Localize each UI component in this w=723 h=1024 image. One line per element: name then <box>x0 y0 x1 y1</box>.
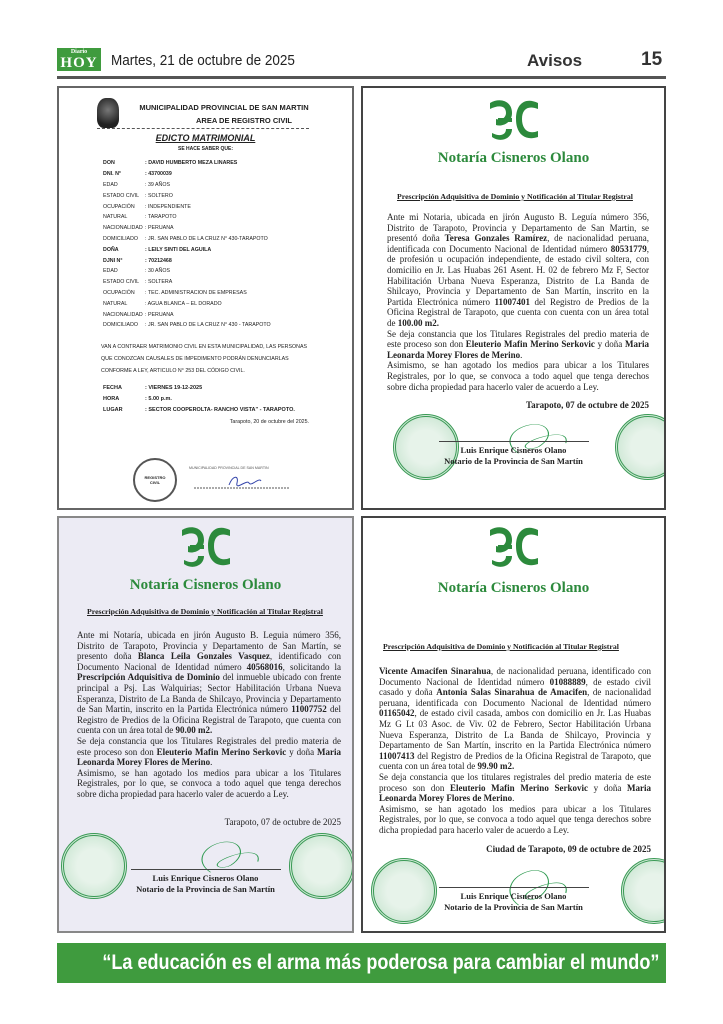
notice-body <box>379 666 651 836</box>
field-label: EDAD <box>103 181 118 188</box>
field-value: : JR. SAN PABLO DE LA CRUZ N° 430-TARAPOTO <box>145 235 268 242</box>
field-value: : PERUANA <box>145 225 174 232</box>
bold-text: Vicente Amacifen Sinarahua <box>379 666 491 676</box>
text-run: , de estado civil casado y doña <box>379 676 652 698</box>
edicto-field-row <box>103 309 271 320</box>
bold-text: 80531779 <box>610 243 647 254</box>
notice-title: Prescripción Adquisitiva de Dominio y Notificación al Titular Registral <box>383 642 619 651</box>
text-run: del inmueble ubicado con frente principal a Psj. Las Walquirias; Sector Habilitación Urbana Nueva Esperanza, Distrito de La Banda de Shilcayo, Provincia y Departamento de San Martin, inscrito en la Partida Electrónica número <box>77 672 341 715</box>
logo-big-text: HOY <box>60 55 98 71</box>
quote-banner <box>57 943 666 983</box>
signature-org: MUNICIPALIDAD PROVINCIAL DE SAN MARTIN <box>189 466 269 470</box>
edicto-paragraph: VAN A CONTRAER MATRIMONIO CIVIL EN ESTA MUNICIPALIDAD, LAS PERSONAS QUE CONOZCAN CAUSALES DE IMPEDIMENTO PODRÁN DENUNCIARLAS CONFORME A LEY, ARTICULO N° 253 DEL CÓDIGO CIVIL. <box>101 344 308 374</box>
text-run: . <box>520 349 523 360</box>
signature-block <box>189 466 299 495</box>
bold-text: Eleuterio Mafin Merino Serkovic <box>450 782 588 793</box>
signature-line <box>439 887 589 888</box>
notary-brand: Notaría Cisneros Olano <box>437 150 590 166</box>
edicto-field-row <box>103 298 271 309</box>
signer-name: Luis Enrique Cisneros Olano <box>152 873 259 883</box>
edicto-field-row <box>103 244 271 255</box>
field-label: DOÑA <box>103 246 119 253</box>
field-label: DOMICILIADO <box>103 235 139 242</box>
field-value: : TARAPOTO <box>145 214 177 221</box>
edicto-event <box>103 382 295 415</box>
quote-text: “La educación es el arma más poderosa para cambiar el mundo” <box>102 951 660 974</box>
edicto-event-row <box>103 404 295 415</box>
bold-text: 99.90 m2. <box>477 761 515 772</box>
event-value: : SECTOR COOPEROLTA- RANCHO VISTA" - TARAPOTO. <box>145 406 295 413</box>
field-label: NACIONALIDAD <box>103 311 143 318</box>
event-label: HORA <box>103 395 120 402</box>
header-divider <box>57 76 666 79</box>
field-label: DOMICILIADO <box>103 322 139 329</box>
field-value: : SOLTERA <box>145 279 173 286</box>
field-value: : 39 AÑOS <box>145 181 171 188</box>
field-label: NACIONALIDAD <box>103 225 143 232</box>
bold-text: Maria Leonarda Morey Flores de Merino <box>379 782 651 804</box>
text-run: Asimismo, se han agotado los medios para ubicar a los Titulares Registrales, por lo que, se convoca a todo aquel que tenga derechos sobre dicha propiedad para hacerlo valer de acuerdo a Ley. <box>77 767 341 799</box>
field-label: OCUPACIÓN <box>103 289 135 296</box>
text-run: Se deja constancia que los titulares registrales del predio materia de este proceso son don <box>379 771 651 793</box>
field-value: : 70212468 <box>145 257 172 264</box>
text-run: del Registro de Predios de la Oficina Registral de Tarapoto, que cuenta con cuenta con un área total de <box>77 704 341 736</box>
notary-brand: Notaría Cisneros Olano <box>437 580 590 596</box>
bold-text: 11007401 <box>494 296 530 307</box>
notary-logo-icon <box>178 524 234 575</box>
notice-paragraph <box>387 212 649 329</box>
signer-title: Notario de la Provincia de San Martín <box>136 884 275 894</box>
notice-paragraph <box>77 736 341 768</box>
signature-icon <box>176 831 276 878</box>
edicto-field-row <box>103 277 271 288</box>
field-value: : TEC. ADMINISTRACION DE EMPRESAS <box>145 289 247 296</box>
notice-title: Prescripción Adquisitiva de Dominio y Notificación al Titular Registral <box>87 607 323 616</box>
text-run: Asimismo, se han agotado los medios para ubicar a los Titulares Registrales, por lo que, se convoca a todo aquel que tenga derechos sobre dicha propiedad para hacerlo valer de acuerdo a Ley. <box>379 803 651 835</box>
section-title: Avisos <box>527 51 583 70</box>
bold-text: 11007413 <box>379 750 415 761</box>
field-value: : SOLTERO <box>145 192 173 199</box>
bold-text: Eleuterio Mafin Merino Serkovic <box>465 339 595 350</box>
bold-text: Maria Leonarda Morey Flores de Merino <box>387 339 649 360</box>
notice-body <box>77 630 341 800</box>
edicto-field-row <box>103 234 271 245</box>
edicto-field-row <box>103 320 271 331</box>
bold-text: 90.00 m2. <box>175 725 213 736</box>
field-label: DJNI N° <box>103 257 123 264</box>
edicto-field-row <box>103 288 271 299</box>
edicto-title: EDICTO MATRIMONIAL <box>155 133 256 143</box>
edicto-field-row <box>103 266 271 277</box>
edicto-matrimonial-notice <box>57 86 354 510</box>
notice-paragraph <box>77 768 341 800</box>
edicto-event-row <box>103 382 295 393</box>
notary-seal-icon <box>615 414 666 480</box>
bold-text: Prescripción Adquisitiva de Dominio <box>77 672 220 683</box>
notary-brand: Notaría Cisneros Olano <box>129 577 282 593</box>
notary-logo-icon <box>486 524 542 575</box>
notary-notice-1 <box>361 86 666 510</box>
field-value: : LEILY SINTI DEL AGUILA <box>145 246 212 253</box>
notice-paragraph <box>387 360 649 392</box>
edicto-event-row <box>103 393 295 404</box>
text-run: . <box>210 757 213 768</box>
field-label: DNI. N° <box>103 171 122 178</box>
text-run: Se deja constancia que los Titulares Registrales del predio materia de este proceso son don <box>387 328 649 350</box>
stamp-text: REGISTRO CIVIL <box>144 475 166 485</box>
registro-civil-stamp <box>133 458 177 502</box>
event-label: FECHA <box>103 384 122 391</box>
edicto-area: AREA DE REGISTRO CIVIL <box>196 116 292 125</box>
edicto-field-row <box>103 223 271 234</box>
text-run: y doña <box>587 782 627 793</box>
edicto-field-row <box>103 190 271 201</box>
municipal-crest-icon <box>97 98 119 128</box>
edicto-field-row <box>103 169 271 180</box>
notice-place-date: Ciudad de Tarapoto, 09 de octubre de 2025 <box>486 844 651 854</box>
text-run: , solicitando la <box>282 661 341 672</box>
signer-name: Luis Enrique Cisneros Olano <box>460 445 567 455</box>
edicto-field-row <box>103 201 271 212</box>
text-run: , identificado con Documento Nacional de Identidad número <box>77 651 342 672</box>
edicto-field-row <box>103 212 271 223</box>
text-run: Asimismo, se han agotado los medios para ubicar a los Titulares Registrales, por lo que, se convoca a todo aquel que tenga derechos sobre dicha propiedad para hacerlo valer de acuerdo a Ley. <box>387 360 649 392</box>
issue-date: Martes, 21 de octubre de 2025 <box>111 52 295 69</box>
notary-anniversary-seal-icon <box>371 858 437 924</box>
field-value: : INDEPENDIENTE <box>145 203 191 210</box>
text-run: Ante mi Notaria, ubicada en jirón Augusto B. Leguía número 356, Distrito de Tarapoto, Provincia y Departamento de San Martin, se presentó doña <box>387 212 649 244</box>
event-value: : VIERNES 19-12-2025 <box>145 384 203 391</box>
notary-seal-icon <box>621 858 666 924</box>
field-value: : AGUA BLANCA – EL DORADO <box>145 300 222 307</box>
field-label: ESTADO CIVIL <box>103 192 140 199</box>
bold-text: 40568016 <box>246 661 283 672</box>
bold-text: 01165042 <box>379 708 415 719</box>
notary-seal-icon <box>289 833 354 899</box>
text-run: , de nacionalidad peruana, identificada con Documento Nacional de Identidad número <box>379 687 651 708</box>
field-label: NATURAL <box>103 214 128 221</box>
notice-title: Prescripción Adquisitiva de Dominio y Notificación al Titular Registral <box>397 192 633 201</box>
edicto-subtitle: SE HACE SABER QUE: <box>177 146 233 152</box>
event-value: : 5.00 p.m. <box>145 395 172 402</box>
field-label: EDAD <box>103 268 118 275</box>
text-run: del Registro de Predios de la Oficina Registral de Tarapoto, que cuenta con cuenta con un área total de <box>387 296 649 328</box>
bold-text: 11007752 <box>291 704 327 715</box>
field-value: : 43700039 <box>145 171 172 178</box>
signature-icon <box>189 471 299 493</box>
notice-paragraph <box>379 666 651 772</box>
text-run: , de nacionalidad peruana, identificado con Documento Nacional de Identidad número <box>379 666 652 687</box>
notary-logo-icon <box>486 97 542 148</box>
edicto-org: MUNICIPALIDAD PROVINCIAL DE SAN MARTIN <box>139 103 309 112</box>
notice-paragraph <box>379 772 651 804</box>
bold-text: Teresa Gonzales Ramírez <box>444 233 548 244</box>
text-run: del Registro de Predios de la Oficina Registral de Tarapoto, que cuenta con un área total de <box>379 750 651 772</box>
field-label: OCUPACIÓN <box>103 203 135 210</box>
edicto-field-row <box>103 255 271 266</box>
notary-notice-2 <box>57 516 354 933</box>
bold-text: 100.00 m2. <box>397 317 439 328</box>
field-value: : DAVID HUMBERTO MEZA LINARES <box>145 160 238 167</box>
bold-text: Blanca Leila Gonzales Vasquez <box>137 651 270 662</box>
field-label: DON <box>103 160 115 167</box>
divider <box>97 128 309 129</box>
notice-place-date: Tarapoto, 07 de octubre de 2025 <box>525 400 649 410</box>
text-run: y doña <box>594 339 625 350</box>
edicto-field-row <box>103 158 271 169</box>
signature-line <box>131 869 281 870</box>
text-run: y doña <box>286 746 318 757</box>
notice-place-date: Tarapoto, 07 de octubre de 2025 <box>224 817 341 827</box>
bold-text: Antonia Salas Sinarahua de Amacifen <box>436 687 588 698</box>
notice-body <box>387 212 649 392</box>
field-value: : 30 AÑOS <box>145 268 171 275</box>
text-run: , de profesión u ocupación independiente, de estado civil soltera, con domicilio en Jr. Las Huabas 261 Asent. H. 02 de febrero Mz F, Sector Habilitación Urbana Nueva Esperanza, Distrito de La Banda de Shilcayo, Provincia y Departamento de San Martín, inscrito en la Partida Electrónica número <box>387 243 649 307</box>
notice-paragraph <box>77 630 341 736</box>
page-number: 15 <box>641 49 663 70</box>
bold-text: 01088889 <box>549 676 586 687</box>
bold-text: Maria Leonarda Morey Flores de Merino <box>77 746 342 768</box>
signer-title: Notario de la Provincia de San Martín <box>444 456 583 466</box>
edicto-place-date: Tarapoto, 20 de octubre del 2025. <box>229 419 309 425</box>
event-label: LUGAR <box>103 406 123 413</box>
text-run: . <box>512 793 515 804</box>
edicto-field-row <box>103 180 271 191</box>
field-value: : JR. SAN PABLO DE LA CRUZ N° 430 - TARAPOTO <box>145 322 271 329</box>
notary-notice-3 <box>361 516 666 933</box>
notice-paragraph <box>379 804 651 836</box>
text-run: Se deja constancia que los Titulares Registrales del predio materia de este proceso son don <box>77 735 341 757</box>
field-value: : PERUANA <box>145 311 174 318</box>
signer-title: Notario de la Provincia de San Martín <box>444 902 583 912</box>
bold-text: Eleuterio Mafin Merino Serkovic <box>156 746 287 757</box>
signature-line <box>439 441 589 442</box>
field-label: NATURAL <box>103 300 128 307</box>
edicto-fields <box>103 158 271 331</box>
text-run: , de nacionalidad peruana, identificada con Documento Nacional de Identidad número <box>387 233 649 254</box>
field-label: ESTADO CIVIL <box>103 279 140 286</box>
logo-small-text: Diario <box>70 49 88 55</box>
text-run: Ante mi Notaría, ubicada en jirón Augusto B. Leguia número 356, Distrito de Tarapoto, Provincia y Departamento de San Martín, se presento doña <box>77 630 341 662</box>
newspaper-logo <box>57 48 101 71</box>
signer-name: Luis Enrique Cisneros Olano <box>460 891 567 901</box>
notice-paragraph <box>387 329 649 361</box>
text-run: , de estado civil casada, ambos con domicilio en Jr. Las Huabas Mz G Lt 03 Asoc. de Viv. 02 de Febrero, Sector Habilitación Urbana Nueva Esperanza, Distrito de La Banda de Shilcayo, Provincia y Departamento de San Martín, inscrito en la Partida Electrónica número <box>379 708 651 751</box>
